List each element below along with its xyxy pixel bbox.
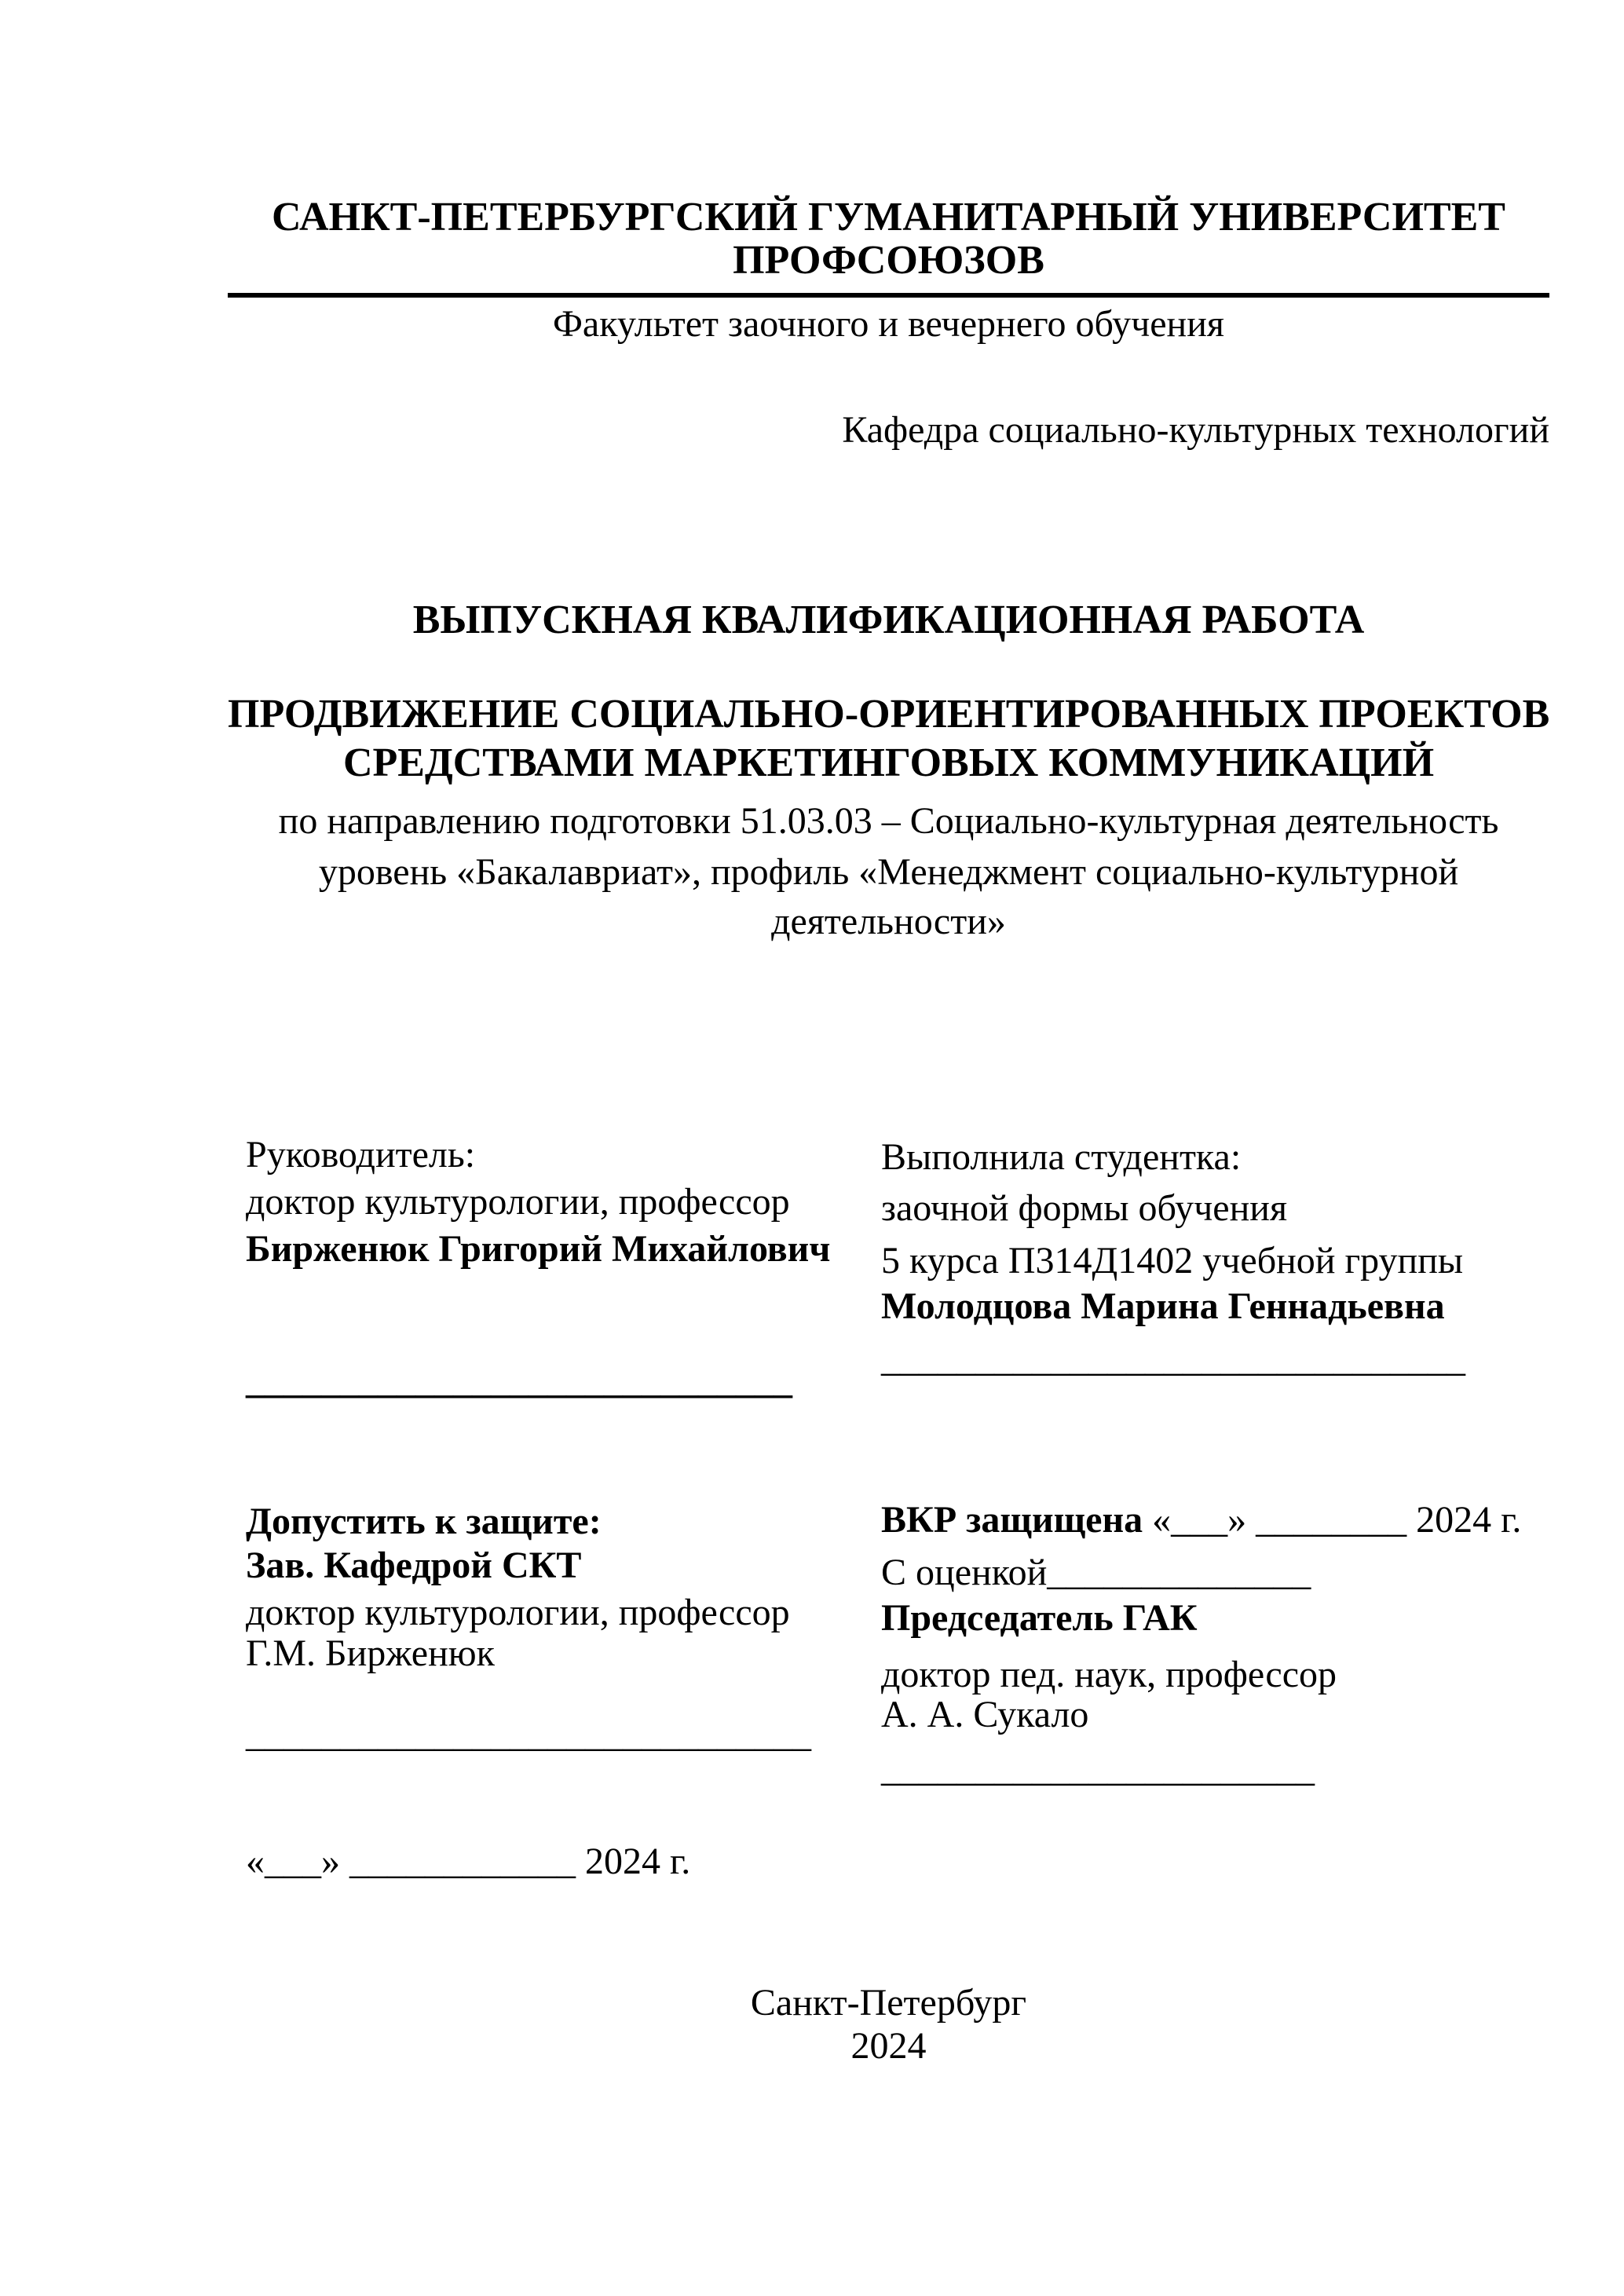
supervisor-name: Бирженюк Григорий Михайлович <box>246 1228 831 1270</box>
program-line3: деятельности» <box>771 901 1006 942</box>
work-title-line1: ПРОДВИЖЕНИЕ СОЦИАЛЬНО-ОРИЕНТИРОВАННЫХ ПРОЕКТОВ <box>228 692 1550 737</box>
department-line: Кафедра социально-культурных технологий <box>842 409 1549 451</box>
supervisor-label: Руководитель: <box>246 1134 476 1175</box>
work-title-line2: СРЕДСТВАМИ МАРКЕТИНГОВЫХ КОММУНИКАЦИЙ <box>342 740 1435 785</box>
program-line2: уровень «Бакалавриат», профиль «Менеджмент социально-культурной <box>318 851 1459 893</box>
defense-result-line <box>881 1501 1521 1539</box>
admission-date-line: «___» ____________ 2024 г. <box>246 1841 691 1882</box>
university-name-line1: САНКТ-ПЕТЕРБУРГСКИЙ ГУМАНИТАРНЫЙ УНИВЕРСИТЕТ <box>272 195 1505 239</box>
defense-chairman-label: Председатель ГАК <box>881 1597 1198 1639</box>
footer-year: 2024 <box>850 2025 927 2067</box>
defense-result-label: ВКР защищена <box>881 1499 1143 1541</box>
defense-grade-line: С оценкой______________ <box>881 1552 1311 1593</box>
admission-degree: доктор культурологии, профессор <box>246 1592 790 1633</box>
admission-heading: Допустить к защите: <box>246 1501 602 1542</box>
defense-chairman-degree: доктор пед. наук, профессор <box>881 1654 1337 1695</box>
work-type-heading: ВЫПУСКНАЯ КВАЛИФИКАЦИОННАЯ РАБОТА <box>412 598 1365 642</box>
student-name: Молодцова Марина Геннадьевна <box>881 1285 1445 1327</box>
defense-result-date: «___» ________ 2024 г. <box>1143 1499 1522 1541</box>
student-group: 5 курса П314Д1402 учебной группы <box>881 1240 1464 1281</box>
admission-name: Г.М. Бирженюк <box>246 1632 495 1674</box>
supervisor-signature-line: _____________________________ <box>246 1360 792 1402</box>
faculty-line: Факультет заочного и вечернего обучения <box>553 303 1224 345</box>
header-divider-line <box>228 293 1549 298</box>
student-signature-line: _______________________________ <box>881 1338 1465 1380</box>
defense-signature-line: _______________________ <box>881 1748 1315 1790</box>
admission-signature-line: ______________________________ <box>246 1713 811 1755</box>
student-label: Выполнила студентка: <box>881 1136 1242 1178</box>
program-line1: по направлению подготовки 51.03.03 – Социально-культурная деятельность <box>278 800 1499 842</box>
student-form: заочной формы обучения <box>881 1187 1288 1229</box>
university-name-line2: ПРОФСОЮЗОВ <box>733 238 1044 283</box>
footer-city: Санкт-Петербург <box>750 1982 1027 2024</box>
supervisor-degree: доктор культурологии, профессор <box>246 1181 790 1223</box>
admission-position: Зав. Кафедрой СКТ <box>246 1545 582 1586</box>
defense-chairman-name: А. А. Сукало <box>881 1694 1089 1735</box>
